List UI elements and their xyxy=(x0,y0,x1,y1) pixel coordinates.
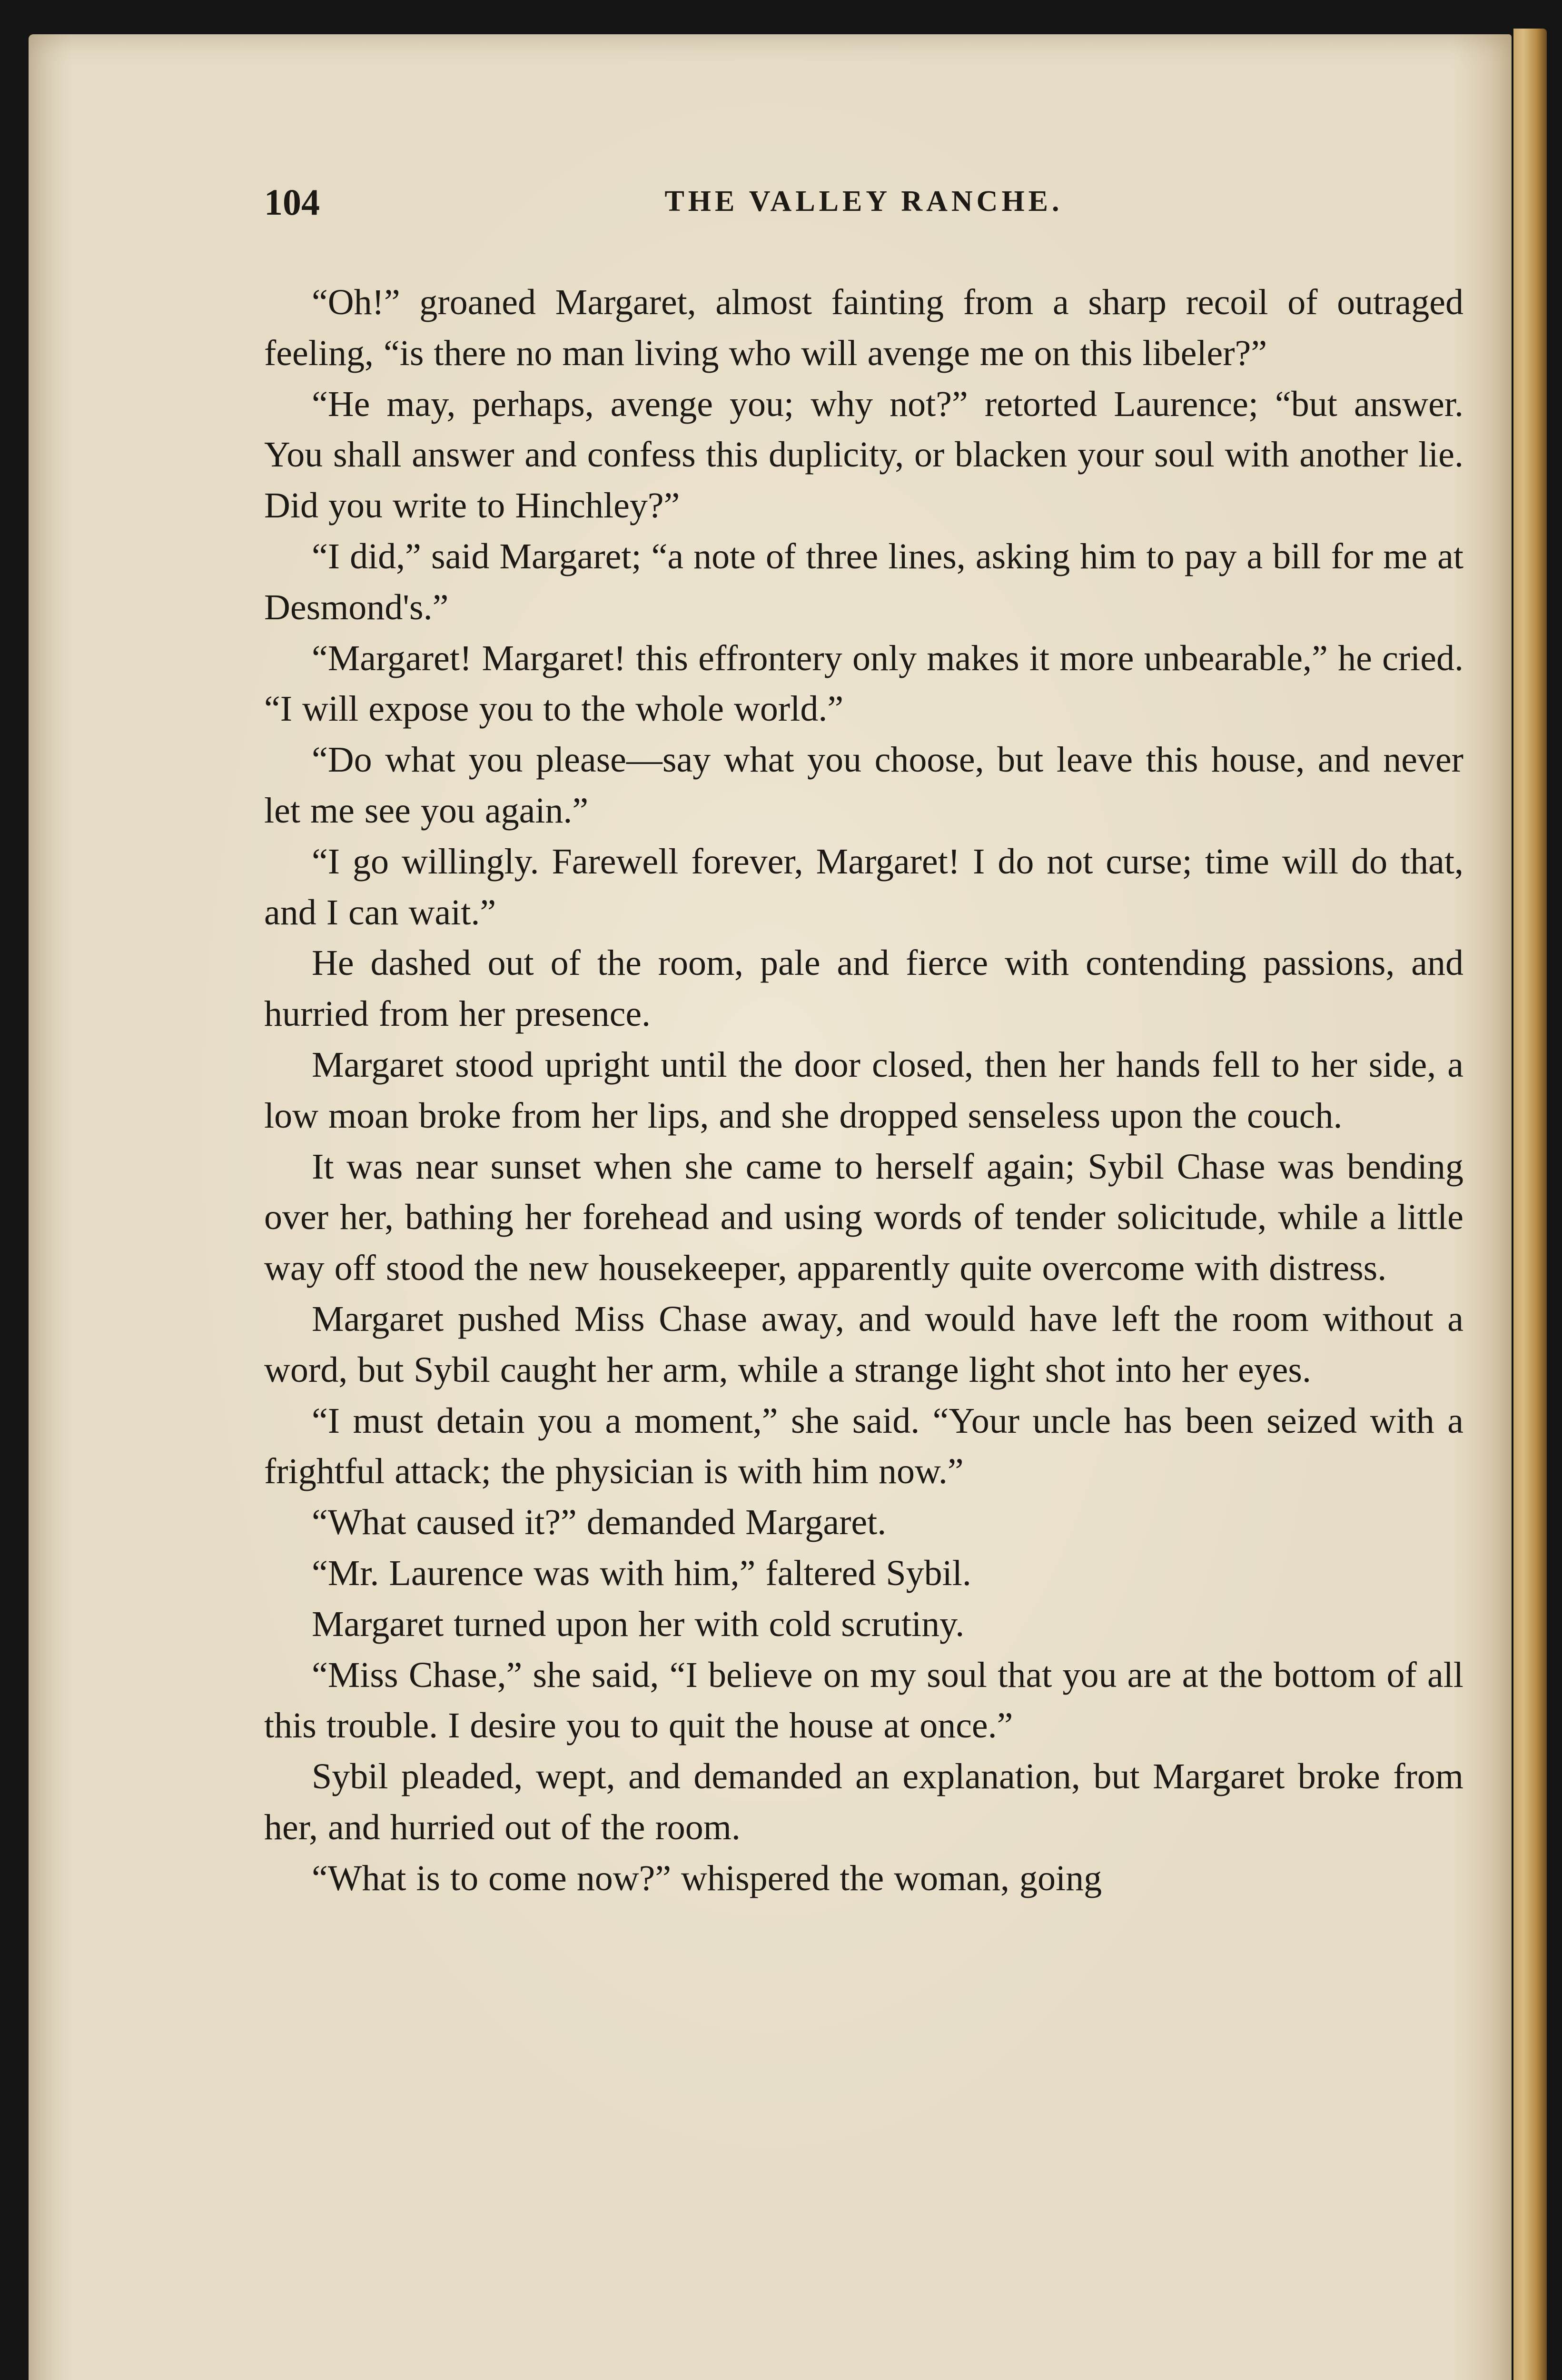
body-text xyxy=(264,277,1463,1904)
running-title: THE VALLEY RANCHE. xyxy=(664,185,1063,218)
paragraph: “Mr. Laurence was with him,” faltered Sybil. xyxy=(312,1553,971,1593)
paragraph: He dashed out of the room, pale and fierce with contending passions, and hurried from her presence. xyxy=(264,943,1463,1034)
paragraph: “What is to come now?” whispered the woman, going xyxy=(312,1858,1102,1898)
paragraph: “I did,” said Margaret; “a note of three lines, asking him to pay a bill for me at Desmond's.” xyxy=(264,536,1463,627)
paragraph: “What caused it?” demanded Margaret. xyxy=(312,1502,887,1543)
paragraph: “Oh!” groaned Margaret, almost fainting from a sharp recoil of outraged feeling, “is there no man living who will avenge me on this libeler?” xyxy=(264,282,1463,373)
paragraph: “Do what you please—say what you choose, but leave this house, and never let me see you again.” xyxy=(264,740,1463,831)
paragraph: “I must detain you a moment,” she said. “Your uncle has been seized with a frightful attack; the physician is with him now.” xyxy=(264,1400,1463,1492)
paragraph: Margaret pushed Miss Chase away, and would have left the room without a word, but Sybil caught her arm, while a strange light shot into her eyes. xyxy=(264,1299,1463,1390)
page-content xyxy=(264,181,1463,1904)
page-number: 104 xyxy=(264,181,320,223)
paragraph: “He may, perhaps, avenge you; why not?” retorted Laurence; “but answer. You shall answer and confess this duplicity, or blacken your soul with another lie. Did you write to Hinchley?” xyxy=(264,384,1463,526)
book-spine-edge xyxy=(1513,29,1547,2380)
paragraph: Margaret stood upright until the door closed, then her hands fell to her side, a low moan broke from her lips, and she dropped senseless upon the couch. xyxy=(264,1044,1463,1136)
paragraph: It was near sunset when she came to herself again; Sybil Chase was bending over her, bathing her forehead and using words of tender solicitude, while a little way off stood the new housekeeper, apparently quite overcome with distress. xyxy=(264,1146,1463,1289)
paragraph: “Miss Chase,” she said, “I believe on my soul that you are at the bottom of all this trouble. I desire you to quit the house at once.” xyxy=(264,1655,1463,1746)
running-head xyxy=(264,181,1463,224)
paragraph: Sybil pleaded, wept, and demanded an explanation, but Margaret broke from her, and hurried out of the room. xyxy=(264,1756,1463,1847)
paragraph: “I go willingly. Farewell forever, Margaret! I do not curse; time will do that, and I can wait.” xyxy=(264,841,1463,932)
paragraph: Margaret turned upon her with cold scrutiny. xyxy=(312,1604,965,1644)
paragraph: “Margaret! Margaret! this effrontery only makes it more unbearable,” he cried. “I will expose you to the whole world.” xyxy=(264,638,1463,729)
